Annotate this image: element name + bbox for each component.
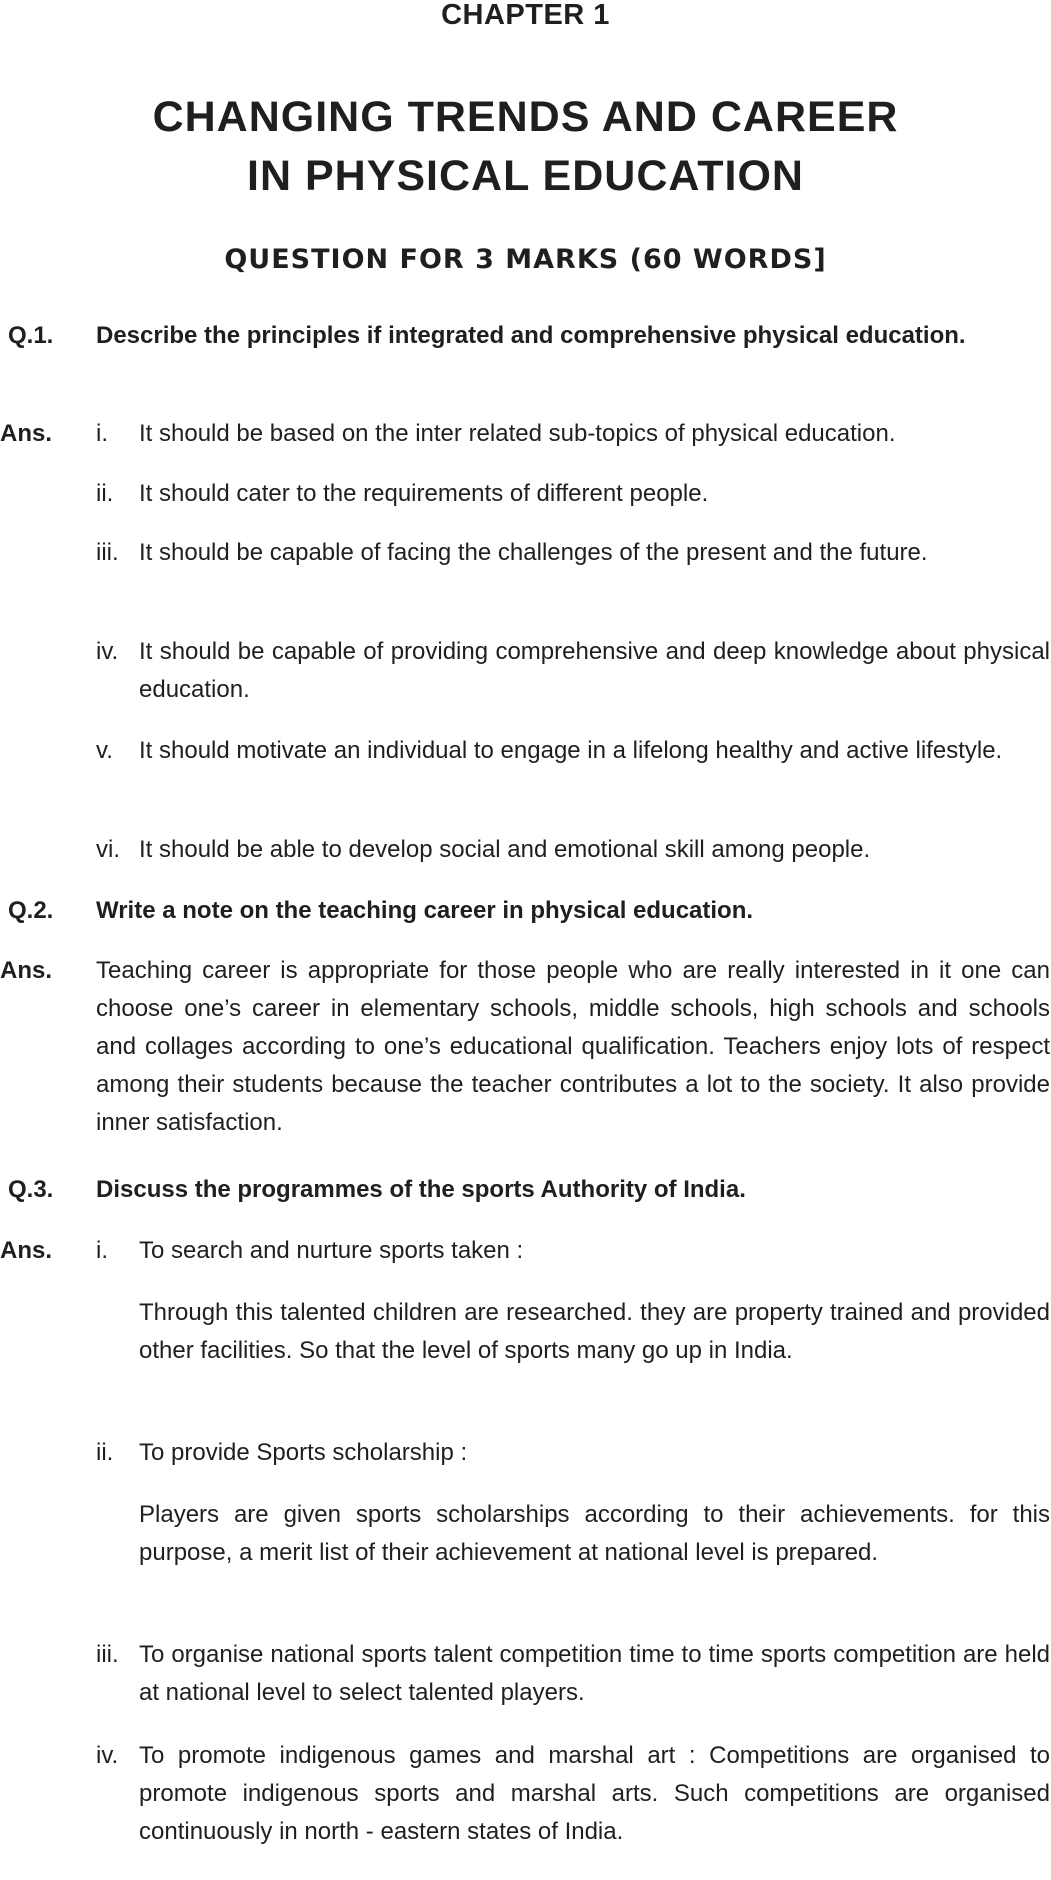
item-text: It should be capable of providing comprehensive and deep knowledge about physical education. <box>139 638 1050 703</box>
item-text: To search and nurture sports taken : <box>139 1237 524 1264</box>
chapter-title <box>0 88 1051 206</box>
item-number: iii. <box>96 539 119 566</box>
answer-label: Ans. <box>0 420 53 447</box>
question-text: Describe the principles if integrated and comprehensive physical education. <box>96 322 966 349</box>
title-line-1: CHANGING TRENDS AND CAREER <box>152 93 899 141</box>
answer-text: Teaching career is appropriate for those people who are really interested in it one can choose one’s career in elementary schools, middle schools, high schools and schools and collages according to one’s educational qualification. Teachers enjoy lots of respect among their students because the teacher contributes a lot to the society. It also provide inner satisfaction. <box>96 957 1050 1136</box>
item-number: vi. <box>96 836 120 863</box>
question-label: Q.1. <box>8 322 54 349</box>
item-number: v. <box>96 737 113 764</box>
question-text: Write a note on the teaching career in physical education. <box>96 897 754 924</box>
item-number: ii. <box>96 1439 114 1466</box>
item-text: It should be based on the inter related sub-topics of physical education. <box>139 420 896 447</box>
question-label: Q.3. <box>8 1176 54 1203</box>
item-number: i. <box>96 420 108 447</box>
item-number: iv. <box>96 638 119 665</box>
item-text: To promote indigenous games and marshal art : Competitions are organised to promote indigenous sports and marshal arts. Such competitions are organised continuously in north - eastern states of India. <box>139 1742 1050 1845</box>
chapter-heading: CHAPTER 1 <box>441 0 610 31</box>
section-subtitle: QUESTION FOR 3 MARKS (60 WORDS] <box>224 244 827 275</box>
item-detail: Players are given sports scholarships according to their achievements. for this purpose, a merit list of their achievement at national level is prepared. <box>139 1501 1050 1566</box>
item-text: It should be capable of facing the challenges of the present and the future. <box>139 539 928 566</box>
item-number: ii. <box>96 480 114 507</box>
item-text: It should cater to the requirements of different people. <box>139 480 709 507</box>
item-number: iv. <box>96 1742 119 1769</box>
answer-label: Ans. <box>0 957 53 984</box>
title-line-2: IN PHYSICAL EDUCATION <box>247 152 804 200</box>
question-text: Discuss the programmes of the sports Authority of India. <box>96 1176 746 1203</box>
item-text: To provide Sports scholarship : <box>139 1439 468 1466</box>
item-number: i. <box>96 1237 108 1264</box>
item-number: iii. <box>96 1641 119 1668</box>
item-detail: Through this talented children are researched. they are property trained and provided other facilities. So that the level of sports many go up in India. <box>139 1299 1050 1364</box>
question-label: Q.2. <box>8 897 54 924</box>
item-text: To organise national sports talent competition time to time sports competition are held at national level to select talented players. <box>139 1641 1050 1706</box>
answer-label: Ans. <box>0 1237 53 1264</box>
item-text: It should be able to develop social and emotional skill among people. <box>139 836 871 863</box>
item-text: It should motivate an individual to engage in a lifelong healthy and active lifestyle. <box>139 737 1003 764</box>
